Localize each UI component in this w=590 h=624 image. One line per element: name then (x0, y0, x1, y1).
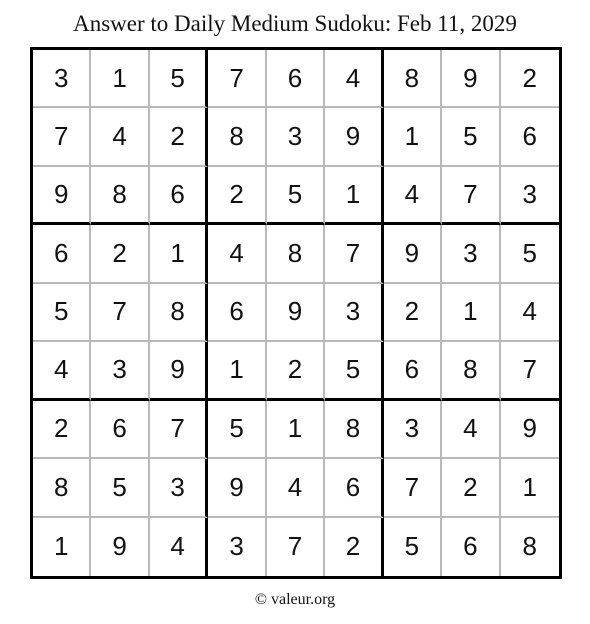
sudoku-cell: 1 (501, 459, 559, 517)
sudoku-board (30, 47, 562, 579)
sudoku-cell: 8 (33, 459, 91, 517)
sudoku-cell: 4 (150, 518, 208, 576)
sudoku-cell: 9 (267, 284, 325, 342)
sudoku-cell: 8 (442, 342, 500, 400)
sudoku-cell: 2 (442, 459, 500, 517)
sudoku-cell: 5 (325, 342, 383, 400)
sudoku-cell: 7 (208, 50, 266, 108)
sudoku-cell: 9 (384, 225, 442, 283)
sudoku-cell: 8 (91, 167, 149, 225)
sudoku-cell: 5 (91, 459, 149, 517)
sudoku-cell: 5 (442, 108, 500, 166)
sudoku-cell: 8 (325, 401, 383, 459)
sudoku-cell: 6 (150, 167, 208, 225)
sudoku-cell: 1 (150, 225, 208, 283)
sudoku-cell: 9 (33, 167, 91, 225)
sudoku-cell: 4 (267, 459, 325, 517)
sudoku-cell: 6 (442, 518, 500, 576)
sudoku-cell: 1 (91, 50, 149, 108)
sudoku-cell: 4 (442, 401, 500, 459)
sudoku-cell: 4 (501, 284, 559, 342)
sudoku-cell: 6 (325, 459, 383, 517)
sudoku-cell: 9 (208, 459, 266, 517)
sudoku-cell: 7 (501, 342, 559, 400)
sudoku-cell: 4 (384, 167, 442, 225)
sudoku-cell: 3 (325, 284, 383, 342)
sudoku-cell: 3 (91, 342, 149, 400)
sudoku-cell: 4 (325, 50, 383, 108)
sudoku-cell: 3 (384, 401, 442, 459)
sudoku-cell: 6 (501, 108, 559, 166)
sudoku-cell: 1 (267, 401, 325, 459)
sudoku-cell: 3 (442, 225, 500, 283)
sudoku-cell: 3 (501, 167, 559, 225)
sudoku-cell: 9 (150, 342, 208, 400)
sudoku-cell: 5 (150, 50, 208, 108)
sudoku-cell: 1 (208, 342, 266, 400)
sudoku-cell: 7 (442, 167, 500, 225)
sudoku-cell: 6 (91, 401, 149, 459)
sudoku-cell: 3 (150, 459, 208, 517)
sudoku-cell: 7 (325, 225, 383, 283)
sudoku-cell: 6 (208, 284, 266, 342)
sudoku-cell: 2 (208, 167, 266, 225)
sudoku-cell: 4 (208, 225, 266, 283)
sudoku-cell: 8 (208, 108, 266, 166)
sudoku-cell: 6 (33, 225, 91, 283)
sudoku-cell: 7 (33, 108, 91, 166)
sudoku-cell: 9 (501, 401, 559, 459)
sudoku-cell: 2 (325, 518, 383, 576)
sudoku-cell: 2 (150, 108, 208, 166)
sudoku-cell: 2 (91, 225, 149, 283)
sudoku-cell: 3 (208, 518, 266, 576)
sudoku-cell: 5 (384, 518, 442, 576)
sudoku-cell: 4 (91, 108, 149, 166)
sudoku-cell: 1 (325, 167, 383, 225)
sudoku-cell: 8 (267, 225, 325, 283)
sudoku-cell: 9 (91, 518, 149, 576)
copyright-footer: © valeur.org (254, 591, 336, 608)
sudoku-cell: 3 (267, 108, 325, 166)
sudoku-cell: 6 (267, 50, 325, 108)
page-title: Answer to Daily Medium Sudoku: Feb 11, 2029 (73, 11, 517, 36)
sudoku-cell: 7 (267, 518, 325, 576)
sudoku-cell: 5 (501, 225, 559, 283)
sudoku-cell: 2 (501, 50, 559, 108)
sudoku-cell: 1 (33, 518, 91, 576)
sudoku-cell: 1 (442, 284, 500, 342)
sudoku-cell: 5 (267, 167, 325, 225)
sudoku-cell: 8 (522, 531, 537, 562)
sudoku-cell: 6 (384, 342, 442, 400)
sudoku-cell: 1 (384, 108, 442, 166)
sudoku-cell: 5 (208, 401, 266, 459)
sudoku-cell: 7 (150, 401, 208, 459)
sudoku-cell: 2 (33, 401, 91, 459)
sudoku-cell: 7 (91, 284, 149, 342)
sudoku-cell: 2 (267, 342, 325, 400)
sudoku-cell: 3 (33, 50, 91, 108)
sudoku-cell: 8 (150, 284, 208, 342)
sudoku-cell: 7 (384, 459, 442, 517)
sudoku-cell: 5 (33, 284, 91, 342)
sudoku-cell: 4 (33, 342, 91, 400)
sudoku-cell: 9 (325, 108, 383, 166)
sudoku-cell: 2 (384, 284, 442, 342)
sudoku-cell: 8 (384, 50, 442, 108)
sudoku-cell: 9 (442, 50, 500, 108)
